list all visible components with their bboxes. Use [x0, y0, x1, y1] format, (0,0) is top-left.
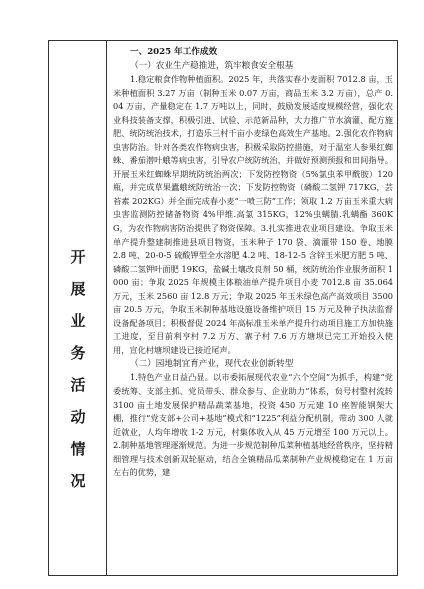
- label-char: 活: [70, 376, 86, 394]
- section-heading: 一、2025 年工作成效: [130, 47, 218, 57]
- label-char: 情: [70, 440, 86, 458]
- activity-table: [48, 40, 398, 576]
- subsection-heading-1: （一）农业生产稳推进，筑牢粮食安全根基: [130, 61, 294, 71]
- label-char: 务: [70, 344, 86, 362]
- section-label-vertical: [61, 241, 95, 497]
- body-paragraph: 1.稳定粮食作物种植面积。2025 年，共落实春小麦面积 7012.8 亩，玉米种植面积 3.27 万亩（制种玉米 0.07 万亩，商品玉米 3.2 万亩），总产 0.04 万亩，产量稳定在 1.7 万吨以上，同时，鼓励发展适度规模经营，强化农业科技装备支撑，积极引进、试验、示范新品种，大力推广节水滴灌、配方施肥、统防统治技术，打造乐三村千亩小麦绿色高效生产基地。2.强化农作物病虫害防治。针对各类农作物病虫害，积极采取防控措施，对于温室人参果红蜘蛛、番茄潜叶蛾等病虫害，引导农户统防统治，并做好预测预报和田间指导。开展玉米红蜘蛛早期统防统治两次；下发防控物资（5%氯虫苯甲酰胺）120 瓶，并完成草果蠹蛾统防统治一次；下发防控物资（磷酸二氢钾 717KG，芸苔素 202KG）并全面完成春小麦“一喷三防”工作；领取 1.2 万亩玉米重大病虫害监测防控储备物资 4%甲维.高氯 315KG，12%虫螨腈.乳螨酯 360KG，为农作物病害防治提供了物资保障。3.扎实推进农业项目建设。争取玉米单产提升整建制推进县项目物资，玉米种子 170 袋、滴灌带 150 卷、地膜 2.8 吨、20-0-5 硫酸钾型全水溶肥 4.2 吨、18-12-5 含锌玉米肥方肥 5 吨、磷酸二氢钾叶面肥 19KG，盐碱土壤改良剂 50 桶，统防统治作业服务面积 1000 亩；争取 2025 年规模主体粮油单产提升项目小麦 7012.8 亩 35.064 万元，玉米 2560 亩 12.8 万元；争取 2025 年玉米绿色高产高效项目 3500 亩 20.5 万元，争取玉米制种基地设施设备维护项目 15 万元及种子执法监督设备配备项目；积极督促 2024 年高标准玉米单产提升行动项目施工方加快施工进度，至目前利亨村 7.2 万方、寨子村 7.6 万方塘坝已完工开始投入使用，宣化村塘坝建设已接近尾声。: [113, 74, 393, 355]
- label-char: 动: [70, 408, 86, 426]
- body-paragraph: 1.特色产业日益凸显。以市委拓展现代农业“六个空间”为抓手，构建“党委统筹、支部主抓、党员带头、群众参与、企业助力”体系，贠号村整村流转 3100 亩土地发展保护精品蔬菜基地，投资 450 万元建 10 座智能钢架大棚，推行“党支部+公司+基地”模式和“1225”利益分配机制，带动 300 人就近就业，人均年增收 1-2 万元，村集体收入从 45 万元增至 100 万元以上。2.制种基地管理逐渐规范。为进一步规范制种瓜菜种植基地经营秩序，坚持精细管理与技术创新双轮驱动，结合全镇精品瓜菜制种产业规模稳定在 1 万亩左右的优势，建: [113, 372, 393, 478]
- label-char: 况: [70, 472, 86, 490]
- label-char: 业: [70, 312, 86, 330]
- label-column: [49, 41, 107, 575]
- label-char: 展: [70, 280, 86, 298]
- label-char: 开: [70, 248, 86, 266]
- subsection-heading-2: （二）园地制宜育产业，现代农业创新转型: [130, 359, 294, 370]
- content-column: [107, 41, 399, 575]
